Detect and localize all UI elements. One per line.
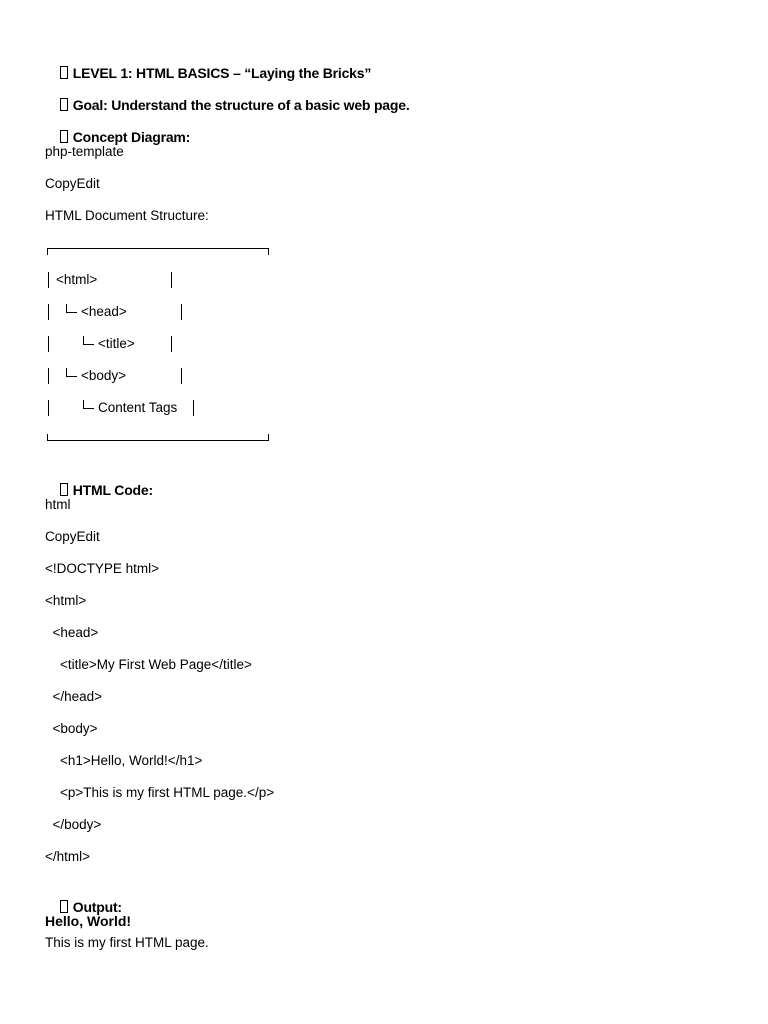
diagram-left-bar <box>48 304 49 320</box>
diagram-left-bar <box>48 368 49 384</box>
output-heading-text: Output: <box>72 899 122 915</box>
code-copy-edit[interactable]: CopyEdit <box>45 529 100 544</box>
tree-branch-icon <box>66 368 77 377</box>
diagram-content-node: Content Tags <box>98 400 178 415</box>
tree-branch-icon <box>83 400 94 409</box>
code-line: <title>My First Web Page</title> <box>45 657 252 672</box>
code-lang-label: html <box>45 497 71 512</box>
diagram-body-node: <body> <box>81 368 127 383</box>
tree-branch-icon <box>83 336 94 345</box>
diagram-right-bar <box>181 304 182 320</box>
diagram-right-bar <box>181 368 182 384</box>
missing-glyph-icon <box>60 130 68 143</box>
diagram-right-bar <box>193 400 194 416</box>
output-h1: Hello, World! <box>45 913 132 929</box>
diagram-box-bottom <box>47 434 269 441</box>
diagram-box-top <box>47 248 269 255</box>
concept-copy-edit[interactable]: CopyEdit <box>45 176 100 191</box>
level-title-text: LEVEL 1: HTML BASICS – “Laying the Bricks” <box>72 65 372 81</box>
code-line: <!DOCTYPE html> <box>45 561 160 576</box>
tree-branch-icon <box>66 304 77 313</box>
code-line: <head> <box>45 625 99 640</box>
diagram-title-node: <title> <box>98 336 135 351</box>
diagram-html-node: <html> <box>56 272 98 287</box>
goal-text: Goal: Understand the structure of a basic web page. <box>72 97 410 113</box>
diagram-left-bar <box>48 400 49 416</box>
diagram-right-bar <box>171 336 172 352</box>
diagram-right-bar <box>171 272 172 288</box>
code-line: </head> <box>45 689 103 704</box>
code-line: </body> <box>45 817 102 832</box>
diagram-head-node: <head> <box>81 304 127 319</box>
code-line: <body> <box>45 721 98 736</box>
code-line: <html> <box>45 593 87 608</box>
code-heading-text: HTML Code: <box>72 482 153 498</box>
concept-heading-text: Concept Diagram: <box>72 129 191 145</box>
concept-lang-label: php-template <box>45 144 124 159</box>
diagram-left-bar <box>48 336 49 352</box>
code-line: <p>This is my first HTML page.</p> <box>45 785 275 800</box>
diagram-left-bar <box>48 272 49 288</box>
missing-glyph-icon <box>60 483 68 496</box>
structure-label: HTML Document Structure: <box>45 208 209 223</box>
code-line: </html> <box>45 849 91 864</box>
output-paragraph: This is my first HTML page. <box>45 935 209 950</box>
code-line: <h1>Hello, World!</h1> <box>45 753 203 768</box>
